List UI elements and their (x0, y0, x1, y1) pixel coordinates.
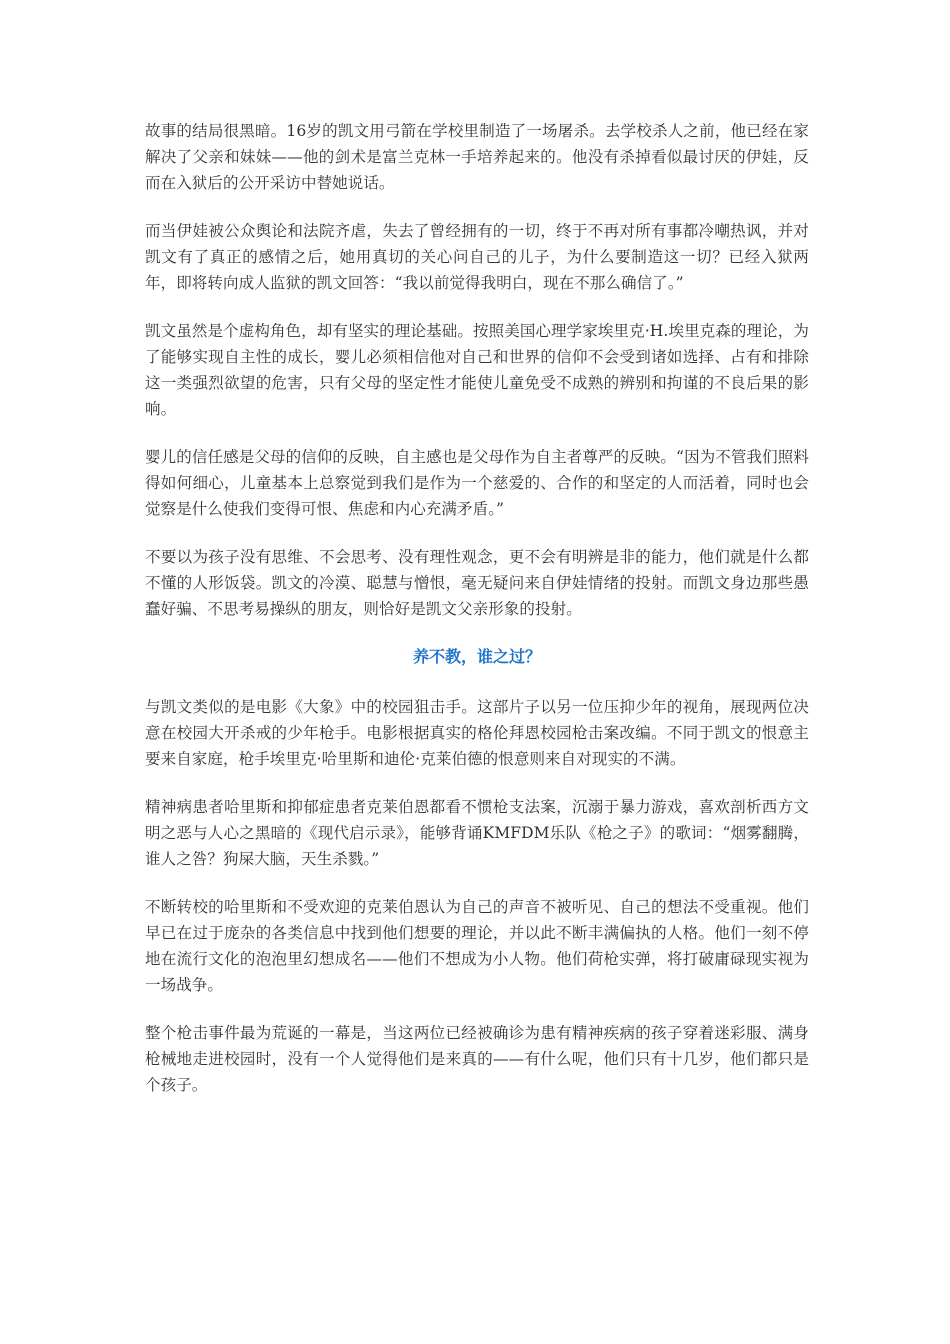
section-heading: 养不教，谁之过？ (412, 647, 541, 666)
paragraph-absurd-scene: 整个枪击事件最为荒诞的一幕是，当这两位已经被确诊为患有精神疾病的孩子穿着迷彩服、满身枪械地走进校园时，没有一个人觉得他们是来真的——有什么呢，他们只有十几岁，他们都只是个孩子。 (145, 1024, 809, 1094)
paragraph-infant-trust: 婴儿的信任感是父母的信仰的反映，自主感也是父母作为自主者尊严的反映。“因为不管我们照料得如何细心，儿童基本上总察觉到我们是作为一个慈爱的、合作的和坚定的人而活着，同时也会觉察是什么使我们变得可恨、焦虑和内心充满矛盾。” (145, 448, 809, 518)
article-body (145, 118, 809, 1120)
paragraph-projection: 不要以为孩子没有思维、不会思考、没有理性观念，更不会有明辨是非的能力，他们就是什么都不懂的人形饭袋。凯文的冷漠、聪慧与憎恨，毫无疑问来自伊娃情绪的投射。而凯文身边那些愚蠢好骗、不思考易操纵的朋友，则恰好是凯文父亲形象的投射。 (145, 548, 809, 618)
paragraph-eva-question: 而当伊娃被公众舆论和法院齐虐，失去了曾经拥有的一切，终于不再对所有事都冷嘲热讽，并对凯文有了真正的感情之后，她用真切的关心问自己的儿子，为什么要制造这一切？已经入狱两年，即将转向成人监狱的凯文回答：“我以前觉得我明白，现在不那么确信了。” (145, 222, 809, 292)
paragraph-story-ending: 故事的结局很黑暗。16岁的凯文用弓箭在学校里制造了一场屠杀。去学校杀人之前，他已经在家解决了父亲和妹妹——他的剑术是富兰克林一手培养起来的。他没有杀掉看似最讨厌的伊娃，反而在入狱后的公开采访中替她说话。 (145, 122, 809, 192)
paragraph-elephant-film: 与凯文类似的是电影《大象》中的校园狙击手。这部片子以另一位压抑少年的视角，展现两位决意在校园大开杀戒的少年枪手。电影根据真实的格伦拜恩校园枪击案改编。不同于凯文的恨意主要来自家庭，枪手埃里克·哈里斯和迪伦·克莱伯德的恨意则来自对现实的不满。 (145, 698, 809, 768)
paragraph-transfer-school: 不断转校的哈里斯和不受欢迎的克莱伯恩认为自己的声音不被听见、自己的想法不受重视。他们早已在过于庞杂的各类信息中找到他们想要的理论，并以此不断丰满偏执的人格。他们一刻不停地在流行文化的泡泡里幻想成名——他们不想成为小人物。他们荷枪实弹，将打破庸碌现实视为一场战争。 (145, 898, 809, 994)
paragraph-erikson-theory: 凯文虽然是个虚构角色，却有坚实的理论基础。按照美国心理学家埃里克·H.埃里克森的理论，为了能够实现自主性的成长，婴儿必须相信他对自己和世界的信仰不会受到诸如选择、占有和排除这一类强烈欲望的危害，只有父母的坚定性才能使儿童免受不成熟的辨别和拘谨的不良后果的影响。 (145, 322, 809, 418)
paragraph-harris-klebold: 精神病患者哈里斯和抑郁症患者克莱伯恩都看不惯枪支法案，沉溺于暴力游戏，喜欢剖析西方文明之恶与人心之黑暗的《现代启示录》，能够背诵KMFDM乐队《枪之子》的歌词：“烟雾翻腾，谁人之咎？狗屎大脑，天生杀戮。” (145, 798, 809, 868)
